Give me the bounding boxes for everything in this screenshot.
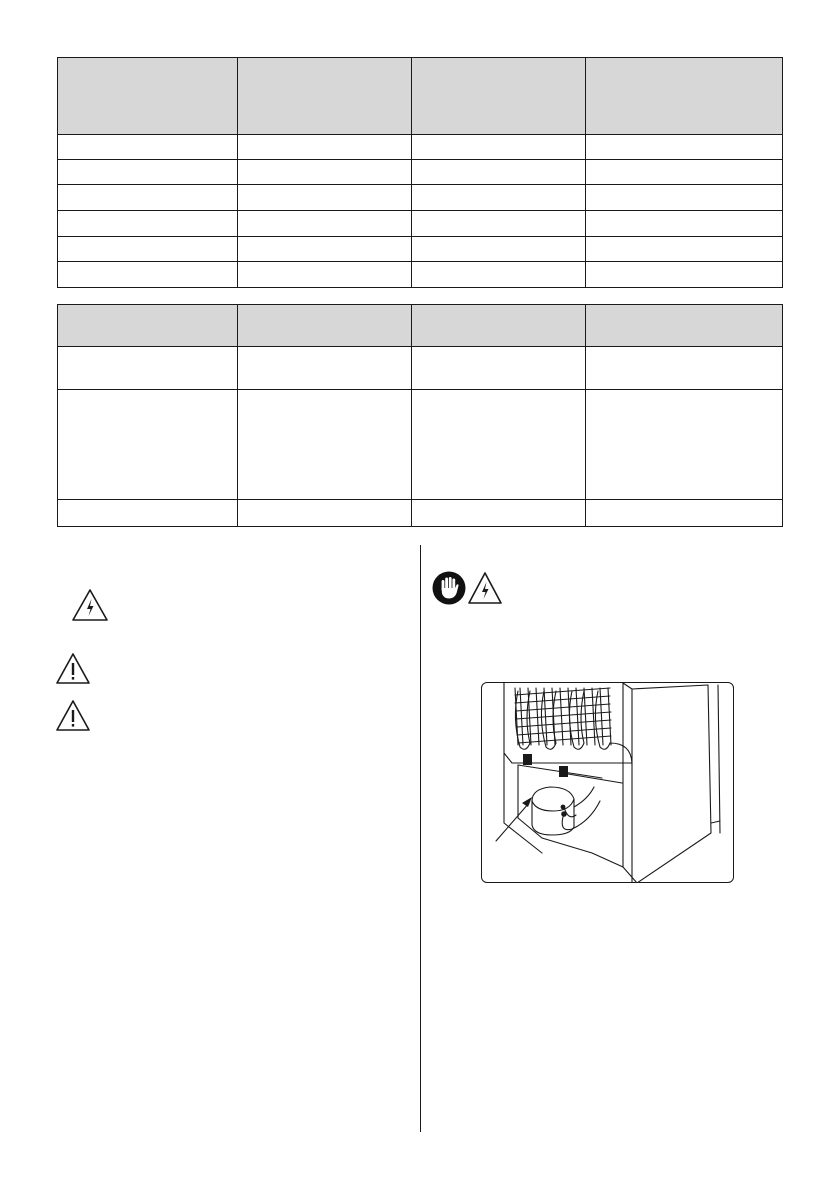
- table-header-row: [58, 305, 783, 347]
- table-cell: [238, 500, 412, 527]
- table-cell: [586, 262, 783, 288]
- table-cell: [412, 185, 586, 211]
- table-cell: [58, 262, 238, 288]
- table-cell: [412, 347, 586, 390]
- table-cell: [238, 390, 412, 500]
- table-cell: [412, 390, 586, 500]
- spec-table-2: [57, 304, 783, 527]
- table-cell: [238, 160, 412, 185]
- header-cell: [58, 58, 238, 135]
- table-cell: [58, 500, 238, 527]
- header-cell: [412, 58, 586, 135]
- table-cell: [412, 160, 586, 185]
- table-cell: [58, 211, 238, 237]
- table-cell: [412, 211, 586, 237]
- stop-hand-icon: [432, 571, 466, 605]
- column-divider: [420, 545, 421, 1132]
- table-row: [58, 262, 783, 288]
- table-cell: [412, 237, 586, 262]
- electric-hazard-warning-icon: [467, 571, 503, 605]
- table-cell: [238, 347, 412, 390]
- table-cell: [58, 237, 238, 262]
- table-cell: [238, 185, 412, 211]
- table-row: [58, 237, 783, 262]
- refrigerator-rear-illustration: [482, 683, 734, 883]
- header-cell: [58, 305, 238, 347]
- table-cell: [238, 262, 412, 288]
- table-cell: [58, 347, 238, 390]
- caution-warning-icon: [55, 652, 91, 685]
- table-cell: [586, 135, 783, 160]
- table-cell: [586, 160, 783, 185]
- table-cell: [586, 237, 783, 262]
- table-cell: [586, 347, 783, 390]
- header-cell: [586, 58, 783, 135]
- table-header-row: [58, 58, 783, 135]
- table-row: [58, 347, 783, 390]
- table-row: [58, 211, 783, 237]
- table-row: [58, 390, 783, 500]
- table-cell: [586, 211, 783, 237]
- table-row: [58, 160, 783, 185]
- table-row: [58, 135, 783, 160]
- header-cell: [412, 305, 586, 347]
- table-cell: [238, 237, 412, 262]
- caution-warning-icon: [55, 699, 91, 732]
- table-cell: [412, 135, 586, 160]
- compressor-illustration-frame: [481, 682, 734, 883]
- table-cell: [586, 500, 783, 527]
- table-cell: [586, 185, 783, 211]
- header-cell: [238, 58, 412, 135]
- table-cell: [412, 262, 586, 288]
- header-cell: [586, 305, 783, 347]
- table-row: [58, 185, 783, 211]
- header-cell: [238, 305, 412, 347]
- table-cell: [238, 135, 412, 160]
- table-row: [58, 500, 783, 527]
- electric-hazard-warning-icon: [71, 588, 109, 622]
- table-cell: [412, 500, 586, 527]
- table-cell: [58, 390, 238, 500]
- spec-table-1: [57, 57, 783, 288]
- table-cell: [586, 390, 783, 500]
- table-cell: [58, 160, 238, 185]
- table-cell: [238, 211, 412, 237]
- table-cell: [58, 135, 238, 160]
- table-cell: [58, 185, 238, 211]
